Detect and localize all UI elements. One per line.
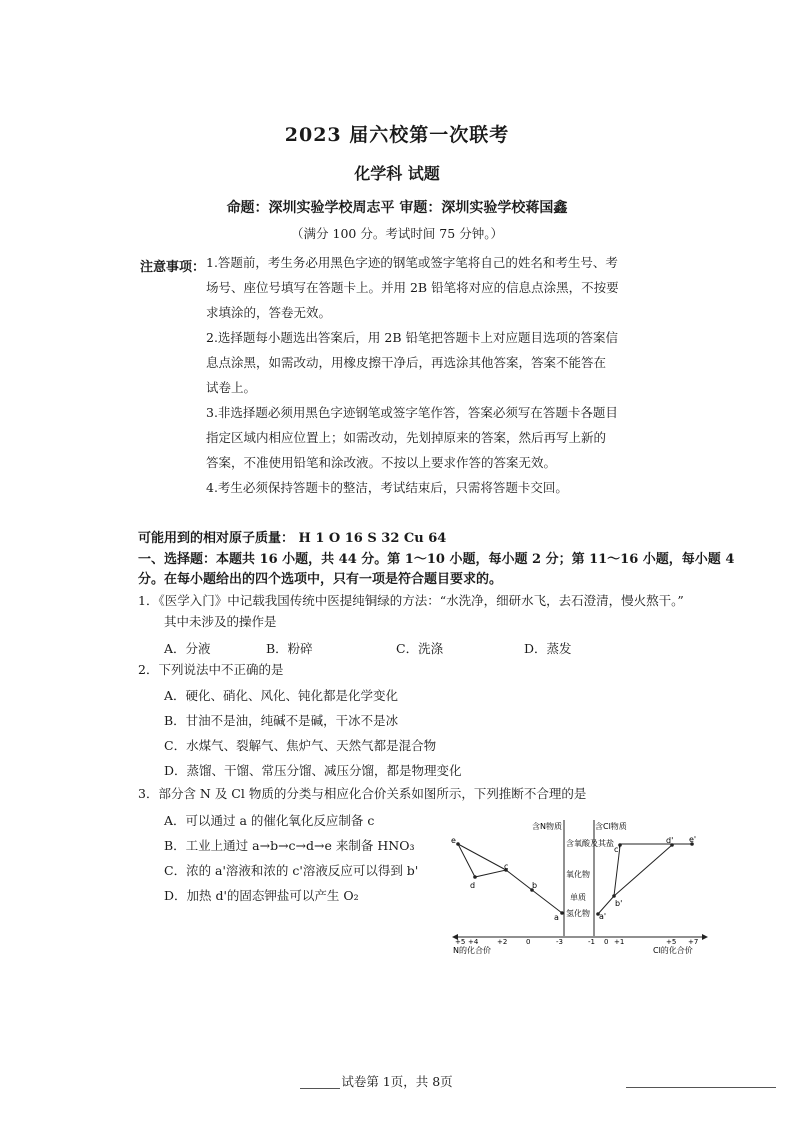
q3-option-c: C．浓的 a'溶液和浓的 c'溶液反应可以得到 b'	[164, 863, 419, 878]
note-item-4	[206, 475, 619, 500]
cl-axis-label: Cl的化合价	[653, 946, 693, 955]
q1-stem-line-1: 1．《医学入门》中记载我国传统中医提纯铜绿的方法：“水洗净，细研水飞，去石澄清，慢火熬干。”	[138, 593, 684, 608]
q1-option-a: A．分液	[164, 641, 211, 656]
section-line-1: 一、选择题：本题共 16 小题，共 44 分。第 1～10 小题，每小题 2 分；第 11～16 小题，每小题 4	[138, 552, 735, 567]
duration-line: （满分 100 分。考试时间 75 分钟。）	[291, 226, 503, 241]
q2-option-b: B．甘油不是油，纯碱不是碱，干冰不是冰	[164, 713, 399, 728]
category-hydride: 氢化物	[566, 909, 590, 918]
cl-tick: +1	[614, 938, 625, 946]
note-item-1	[206, 250, 619, 325]
subject-title: 化学科 试题	[354, 164, 440, 183]
label-a: a	[554, 913, 559, 922]
q2-stem: 2．下列说法中不正确的是	[138, 662, 284, 677]
n-tick: +5	[455, 938, 466, 946]
cl-b-d-line	[614, 845, 672, 896]
exam-title: 2023 届六校第一次联考	[284, 124, 510, 146]
q1-option-c: C．洗涤	[396, 641, 444, 656]
note-line: 3.非选择题必须用黑色字迹钢笔或签字笔作答，答案必须写在答题卡各题目	[206, 405, 618, 420]
label-d: d	[470, 881, 476, 890]
point-b-prime	[612, 894, 616, 898]
note-line: 试卷上。	[206, 380, 257, 395]
label-c: c	[504, 862, 509, 871]
label-e-prime: e'	[689, 835, 697, 844]
section-line-2: 分。在每小题给出的四个选项中，只有一项是符合题目要求的。	[138, 572, 503, 587]
note-line: 息点涂黑，如需改动，用橡皮擦干净后，再选涂其他答案，答案不能答在	[206, 355, 607, 370]
footer-rule-left	[300, 1088, 340, 1089]
category-oxide: 氧化物	[566, 870, 590, 879]
q3-option-d: D．加热 d'的固态钾盐可以产生 O₂	[164, 888, 359, 903]
n-path-line	[458, 844, 562, 913]
category-element: 单质	[570, 893, 586, 902]
label-a-prime: a'	[599, 912, 607, 921]
left-header: 含N物质	[532, 822, 562, 831]
notes-label: 注意事项：	[140, 260, 206, 275]
q3-option-a: A．可以通过 a 的催化氧化反应制备 c	[164, 813, 375, 828]
point-e	[456, 842, 460, 846]
note-item-2	[206, 325, 619, 400]
label-b: b	[532, 881, 538, 890]
note-line: 1.答题前，考生务必用黑色字迹的钢笔或签字笔将自己的姓名和考生号、考	[206, 255, 618, 270]
label-b-prime: b'	[615, 899, 623, 908]
label-c-prime: c'	[614, 845, 621, 854]
cl-tick: -1	[588, 938, 595, 946]
authors-line: 命题：深圳实验学校周志平 审题：深圳实验学校蒋国鑫	[226, 200, 568, 216]
note-item-3	[206, 400, 619, 475]
note-line: 场号、座位号填写在答题卡上。并用 2B 铅笔将对应的信息点涂黑，不按要	[206, 280, 619, 295]
q1-stem-line-2: 其中未涉及的操作是	[164, 614, 277, 629]
atomic-masses: 可能用到的相对原子质量： H 1 O 16 S 32 Cu 64	[138, 531, 447, 546]
q1-option-b: B．粉碎	[266, 641, 313, 656]
cl-tick: +7	[688, 938, 699, 946]
point-a	[560, 911, 564, 915]
note-line: 答案，不准使用铅笔和涂改液。不按以上要求作答的答案无效。	[206, 455, 557, 470]
page-footer: 试卷第 1页，共 8页	[341, 1074, 453, 1089]
note-line: 求填涂的，答卷无效。	[206, 305, 332, 320]
valence-diagram	[448, 816, 710, 956]
point-d	[473, 875, 477, 879]
q3-stem: 3．部分含 N 及 Cl 物质的分类与相应化合价关系如图所示，下列推断不合理的是	[138, 786, 587, 801]
label-e: e	[451, 836, 456, 845]
note-line: 2.选择题每小题选出答案后，用 2B 铅笔把答题卡上对应题目选项的答案信	[206, 330, 619, 345]
n-tick: -3	[556, 938, 563, 946]
q1-option-d: D．蒸发	[524, 641, 572, 656]
footer-rule-right	[626, 1087, 776, 1088]
cl-tick: 0	[604, 938, 609, 946]
notes-list	[206, 250, 619, 500]
q2-option-d: D．蒸馏、干馏、常压分馏、减压分馏，都是物理变化	[164, 763, 462, 778]
right-arrow-icon	[702, 934, 708, 940]
note-line: 指定区域内相应位置上；如需改动，先划掉原来的答案，然后再写上新的	[206, 430, 607, 445]
n-tick: +4	[468, 938, 479, 946]
n-axis-label: N的化合价	[453, 946, 491, 955]
label-d-prime: d'	[666, 836, 674, 845]
cl-tick: +5	[666, 938, 677, 946]
q2-option-c: C．水煤气、裂解气、焦炉气、天然气都是混合物	[164, 738, 437, 753]
category-acid: 含氧酸及其盐	[566, 839, 614, 848]
q3-option-b: B．工业上通过 a→b→c→d→e 来制备 HNO₃	[164, 838, 415, 853]
right-header: 含Cl物质	[595, 822, 627, 831]
note-line: 4.考生必须保持答题卡的整洁，考试结束后，只需将答题卡交回。	[206, 480, 568, 495]
n-tick: +2	[497, 938, 508, 946]
q2-option-a: A．硬化、硝化、风化、钝化都是化学变化	[164, 688, 399, 703]
n-tick: 0	[526, 938, 531, 946]
